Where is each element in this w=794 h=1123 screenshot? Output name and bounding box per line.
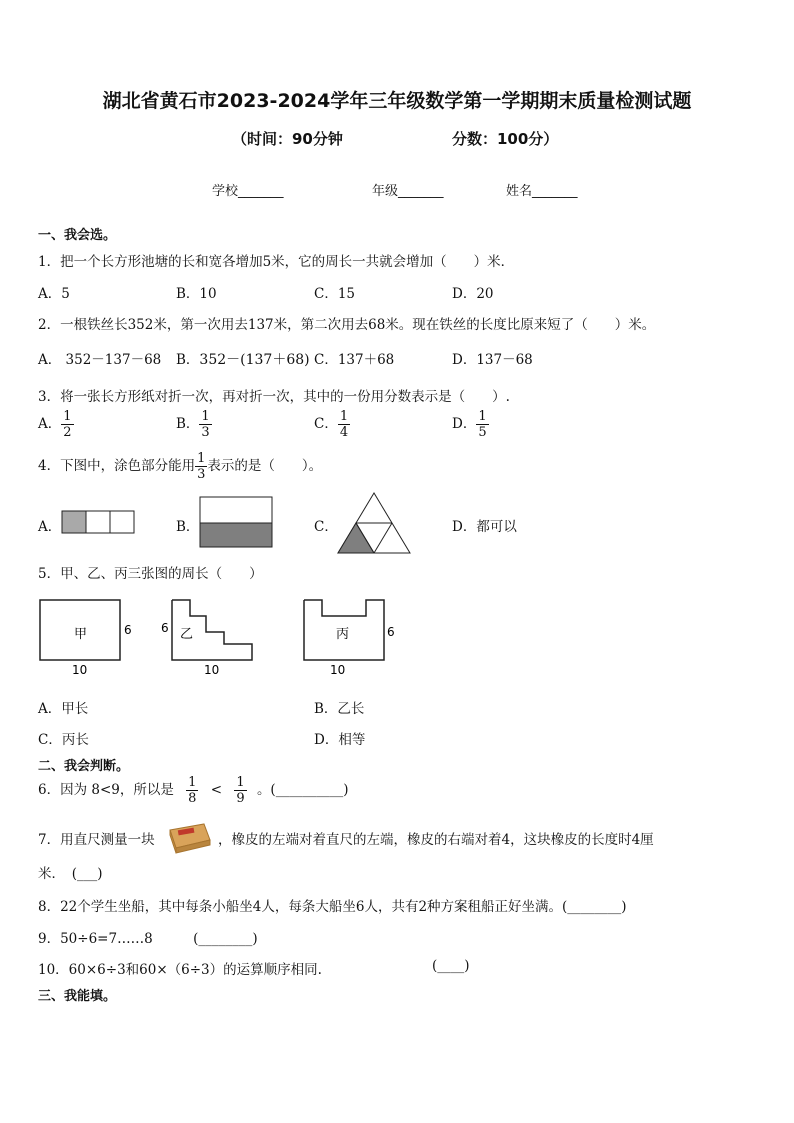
denominator: 4 xyxy=(339,425,349,440)
shaded-cell xyxy=(62,511,86,533)
denominator: 2 xyxy=(63,425,72,440)
q2-option-a[interactable]: A． 352－137－68 xyxy=(38,352,162,368)
figure-bing-height: 6 xyxy=(387,625,395,639)
question-10: 10．60×6÷3和60×（6÷3）的运算顺序相同. xyxy=(38,962,322,978)
q3-option-c-label: C． xyxy=(314,416,338,432)
q4-stem-post: 表示的是（ ）。 xyxy=(207,458,323,474)
question-5-stem: 5．甲、乙、丙三张图的周长（ ） xyxy=(38,566,263,582)
denominator: 3 xyxy=(201,425,210,440)
q5-option-d[interactable]: D．相等 xyxy=(314,732,366,748)
denominator: 3 xyxy=(197,467,206,482)
numerator: 1 xyxy=(63,409,72,424)
q6-fraction-2 xyxy=(234,776,246,805)
q3-option-d[interactable] xyxy=(452,410,489,439)
q1-option-c[interactable]: C．15 xyxy=(314,286,356,302)
grade-field: 年级_______ xyxy=(372,184,444,199)
q4-figure-c-triangle xyxy=(336,491,412,557)
q6-answer-blank[interactable]: 。(__________) xyxy=(256,782,349,798)
figure-yi-width: 10 xyxy=(204,663,220,677)
figure-bing-label: 丙 xyxy=(336,627,350,642)
q7-text-pre: 7．用直尺测量一块 xyxy=(38,832,155,848)
eraser-image xyxy=(164,818,212,854)
numerator: 1 xyxy=(236,775,245,790)
q1-option-d[interactable]: D．20 xyxy=(452,286,494,302)
q3-option-c[interactable] xyxy=(314,410,350,439)
q3-option-a-label: A． xyxy=(38,416,62,432)
figure-jia-label: 甲 xyxy=(74,627,88,642)
q4-option-a[interactable]: A． xyxy=(38,519,62,535)
q2-option-c[interactable]: C．137＋68 xyxy=(314,352,395,368)
q1-option-b[interactable]: B．10 xyxy=(176,286,217,302)
q2-option-b[interactable] xyxy=(176,348,310,369)
q10-answer-blank[interactable]: (____) xyxy=(432,958,470,974)
figure-jia-width: 10 xyxy=(72,663,88,677)
q6-comparison: < xyxy=(210,782,223,798)
q4-option-c[interactable]: C． xyxy=(314,519,338,535)
q3-option-b-label: B． xyxy=(176,416,200,432)
q3-option-a-fraction xyxy=(61,410,73,439)
q3-option-d-label: D． xyxy=(452,416,477,432)
q2-option-b-label: B． xyxy=(176,352,200,368)
question-7-line-1-post: ，橡皮的左端对着直尺的左端，橡皮的右端对着4，这块橡皮的长度时4厘 xyxy=(218,832,654,848)
question-6 xyxy=(38,776,348,805)
q4-option-b[interactable]: B． xyxy=(176,519,200,535)
question-1-stem: 1．把一个长方形池塘的长和宽各增加5米，它的周长一共就会增加（ ）米． xyxy=(38,254,515,270)
page-title: 湖北省黄石市2023-2024学年三年级数学第一学期期末质量检测试题 xyxy=(102,90,692,112)
q3-option-a[interactable] xyxy=(38,410,74,439)
q4-stem-fraction xyxy=(195,452,207,481)
denominator: 9 xyxy=(236,791,245,806)
question-7-line-2[interactable]: 米． (___) xyxy=(38,866,103,882)
q5-option-c[interactable]: C．丙长 xyxy=(38,732,89,748)
q4-option-d[interactable]: D．都可以 xyxy=(452,519,517,535)
question-4-stem xyxy=(38,452,322,481)
empty-cell xyxy=(86,511,110,533)
q2-option-b-expression: 352－(137＋68) xyxy=(199,352,310,368)
q3-option-b-fraction xyxy=(199,410,211,439)
denominator: 5 xyxy=(478,425,487,440)
exam-score: 分数：100分） xyxy=(452,130,559,148)
numerator: 1 xyxy=(201,409,210,424)
numerator: 1 xyxy=(197,451,206,466)
question-3-stem: 3．将一张长方形纸对折一次，再对折一次，其中的一份用分数表示是（ ）. xyxy=(38,389,510,405)
school-field: 学校_______ xyxy=(212,184,284,199)
figure-yi-height: 6 xyxy=(161,621,169,635)
exam-time: （时间：90分钟 xyxy=(232,130,343,148)
q4-figure-b-rectangle xyxy=(199,496,275,550)
numerator: 1 xyxy=(339,409,349,424)
denominator: 8 xyxy=(188,791,197,806)
figure-yi-label: 乙 xyxy=(180,627,194,642)
question-9[interactable]: 9．50÷6=7……8 (________) xyxy=(38,931,258,947)
question-7-line-1 xyxy=(38,828,155,848)
q5-option-b[interactable]: B．乙长 xyxy=(314,701,365,717)
q4-stem-pre: 4．下图中，涂色部分能用 xyxy=(38,458,196,474)
question-2-stem: 2．一根铁丝长352米，第一次用去137米，第二次用去68米。现在铁丝的长度比原来短了（ ）米。 xyxy=(38,317,656,333)
section-heading-2: 二、我会判断。 xyxy=(38,759,130,774)
q5-figures xyxy=(30,592,420,682)
numerator: 1 xyxy=(478,409,487,424)
q2-option-d[interactable]: D．137－68 xyxy=(452,352,533,368)
section-heading-3: 三、我能填。 xyxy=(38,989,117,1004)
figure-bing-width: 10 xyxy=(330,663,346,677)
q3-option-d-fraction xyxy=(476,410,488,439)
section-heading-1: 一、我会选。 xyxy=(38,228,117,243)
q4-figure-a-bar xyxy=(61,510,137,536)
numerator: 1 xyxy=(188,775,197,790)
q3-option-b[interactable] xyxy=(176,410,212,439)
empty-cell xyxy=(110,511,134,533)
name-field: 姓名_______ xyxy=(506,184,578,199)
question-8[interactable]: 8．22个学生坐船，其中每条小船坐4人，每条大船坐6人，共有2种方案租船正好坐满。(________) xyxy=(38,899,627,915)
q1-option-a[interactable]: A．5 xyxy=(38,286,70,302)
q6-text-pre: 6．因为 8<9，所以是 xyxy=(38,782,174,798)
q3-option-c-fraction xyxy=(338,410,350,439)
figure-jia-height: 6 xyxy=(124,623,132,637)
q6-fraction-1 xyxy=(186,776,198,805)
q5-option-a[interactable]: A．甲长 xyxy=(38,701,89,717)
shaded-half xyxy=(200,523,272,547)
